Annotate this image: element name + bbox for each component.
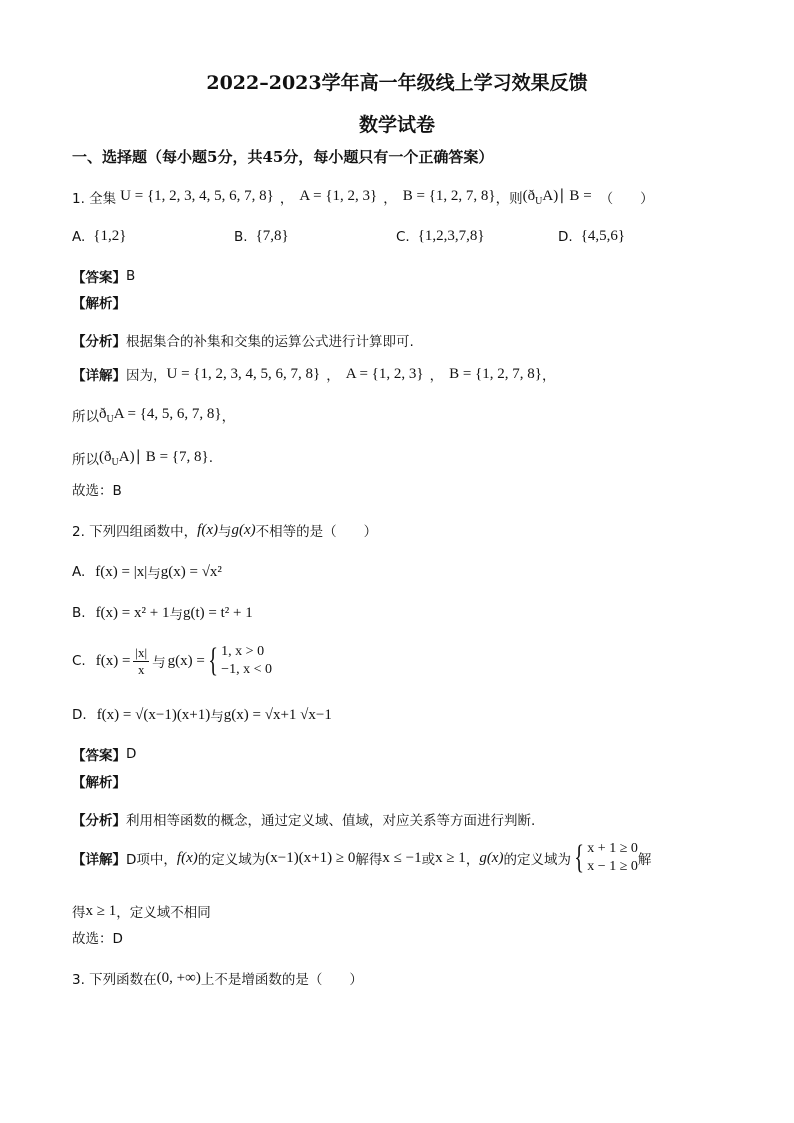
q1-conclusion: 故选：B <box>72 483 122 499</box>
q2-detail-text2: 的定义域为 <box>197 852 266 868</box>
q2-detail-g: g(x) <box>479 849 504 866</box>
q1-opt-b-value: {7,8} <box>255 228 289 244</box>
q1-step2-suoyi: 所以 <box>72 451 99 468</box>
q2-option-c <box>72 643 272 679</box>
q1-detail-u: U = {1, 2, 3, 4, 5, 6, 7, 8} <box>166 365 321 382</box>
q2-answer-value: D <box>126 746 137 762</box>
q1-opt-a-value: {1,2} <box>93 228 127 244</box>
q2-option-a <box>72 562 222 582</box>
q1-jiexi: 【解析】 <box>72 296 126 312</box>
q1-paren: （ ） <box>599 190 654 207</box>
q1-opt-c-label: C. <box>396 228 410 245</box>
q2-opt-a-label: A. <box>72 564 86 580</box>
q2-detail-cases: { x + 1 ≥ 0 x − 1 ≥ 0 <box>574 839 638 876</box>
q2-detail-tag: 【详解】 <box>72 852 126 868</box>
q1-opt-a-label: A. <box>72 228 86 245</box>
q1-step1-suoyi: 所以 <box>72 409 99 425</box>
page-title: 2022–2023学年高一年级线上学习效果反馈 <box>206 72 588 94</box>
q2-opt-c-cases: { 1, x > 0 −1, x < 0 <box>208 642 272 679</box>
q2-stem-text: 2. 下列四组函数中， <box>72 524 198 540</box>
q2-detail-text3: 解得 <box>355 852 383 868</box>
q1-step1: 所以 $ð_UA = \{4$, 5, 6, 7, 8} ， <box>72 405 236 425</box>
q1-analysis-text: 根据集合的补集和交集的运算公式进行计算即可. <box>126 334 414 350</box>
q1-answer-tag: 【答案】 <box>72 270 126 286</box>
q2-opt-b-yu: 与 <box>169 607 183 623</box>
q1-then: ，则 <box>495 190 523 207</box>
q2-opt-d-f: f(x) = √(x−1)(x+1) <box>96 706 211 723</box>
q2-opt-c-fraction <box>133 645 149 678</box>
q1-analysis-tag: 【分析】 <box>72 334 126 350</box>
q1-opt-d-value: {4,5,6} <box>580 228 626 244</box>
page-subtitle: 数学试卷 <box>358 114 435 136</box>
q2-detail-r1: x ≤ −1 <box>382 849 422 866</box>
q1-option-c <box>396 228 485 245</box>
q1-opt-b-label: B. <box>234 228 248 245</box>
q2-opt-a-f: f(x) = |x| <box>95 563 148 580</box>
q2-stem-g: g(x) <box>231 521 256 538</box>
q2-detail-text6c: ，定义域不相同 <box>116 905 211 921</box>
q2-opt-a-yu: 与 <box>147 566 161 582</box>
q1-detail-b: B = {1, 2, 7, 8} <box>449 365 542 382</box>
q2-detail-text5: 解 <box>637 852 652 868</box>
q2-detail <box>72 840 651 876</box>
q1-analysis <box>72 330 414 350</box>
section-heading: 一、选择题（每小题5分，共45分，每小题只有一个正确答案） <box>72 148 494 166</box>
q2-analysis <box>72 809 535 829</box>
q2-detail-line2 <box>72 901 211 921</box>
q2-detail-case2: x − 1 ≥ 0 <box>587 859 638 874</box>
q2-detail-text1: D项中， <box>126 852 177 868</box>
q2-opt-d-label: D. <box>72 707 87 723</box>
q1-option-d <box>558 228 625 245</box>
q2-analysis-tag: 【分析】 <box>72 813 126 829</box>
q2-option-d <box>72 705 332 725</box>
q2-opt-b-label: B. <box>72 605 86 621</box>
q3-stem-tail: 上不是增函数的是（ ） <box>200 972 363 988</box>
q2-answer-tag: 【答案】 <box>72 748 126 764</box>
q2-option-b <box>72 603 253 623</box>
q1-option-b <box>234 228 289 245</box>
q1-set-u: U = {1, 2, 3, 4, 5, 6, 7, 8} <box>120 188 274 204</box>
q1-detail-tag: 【详解】 <box>72 368 126 384</box>
q2-stem-tail: 不相等的是（ ） <box>255 524 378 540</box>
q2-opt-c-case1: 1, x > 0 <box>221 644 265 659</box>
q2-stem-f: f(x) <box>197 521 218 538</box>
q2-detail-text6a: 得 <box>72 905 86 921</box>
q1-step1-expr: $ð_UA = \{4$, 5, 6, 7, 8} <box>99 405 222 425</box>
q2-opt-b-g: g(t) = t² + 1 <box>182 604 253 621</box>
q1-set-a: A = {1, 2, 3} <box>299 188 378 204</box>
q2-opt-c-den: x <box>138 661 145 677</box>
q1-answer <box>72 266 135 286</box>
q2-answer <box>72 744 136 764</box>
q2-detail-domain: (x−1)(x+1) ≥ 0 <box>265 849 356 866</box>
q2-detail-case1: x + 1 ≥ 0 <box>587 841 638 856</box>
q3-stem <box>72 968 363 988</box>
q2-detail-r2: x ≥ 1 <box>435 849 466 866</box>
q2-opt-d-yu: 与 <box>210 709 224 725</box>
q2-detail-or: 或 <box>421 852 436 868</box>
q1-answer-value: B <box>126 268 136 284</box>
q2-opt-c-yu: 与 <box>152 655 166 671</box>
q1-step2-expr: $(ð_UA)∣$ B = {7, 8} <box>99 449 209 468</box>
q2-stem <box>72 520 377 540</box>
q1-opt-d-label: D. <box>558 228 573 245</box>
q1-set-b: B = {1, 2, 7, 8} <box>402 188 496 204</box>
q2-opt-c-f-left: f(x) = <box>95 652 131 669</box>
q1-detail-text: 因为， <box>126 368 167 384</box>
q2-stem-yu: 与 <box>218 524 232 540</box>
q2-conclusion: 故选：D <box>72 931 123 947</box>
q2-opt-c-g-left: g(x) = <box>167 652 205 669</box>
q2-detail-comma: ， <box>465 852 480 868</box>
q2-detail-text4: 的定义域为 <box>503 852 571 868</box>
q1-stem: 1. 全集 U = {1, 2, 3, 4, 5, 6, 7, 8} ， A = {1, 2, 3} ， B = {1, 2, 7, 8} ，则 $(ð_UA)∣$ B = （ ） <box>72 188 654 207</box>
q2-opt-c-num: |x| <box>135 644 148 660</box>
q2-analysis-text: 利用相等函数的概念，通过定义域、值域，对应关系等方面进行判断. <box>126 813 536 829</box>
q2-detail-text6b: x ≥ 1 <box>85 902 117 919</box>
q1-detail-a: A = {1, 2, 3} <box>345 365 424 382</box>
q1-step2: 所以 $(ð_UA)∣$ B = {7, 8} . <box>72 449 213 468</box>
q3-stem-interval: (0, +∞) <box>156 969 201 986</box>
q2-opt-c-label: C. <box>72 653 86 669</box>
q2-opt-a-g: g(x) = √x² <box>160 563 222 580</box>
q1-stem-label: 1. 全集 <box>72 190 117 207</box>
q2-jiexi: 【解析】 <box>72 775 126 791</box>
q1-opt-c-value: {1,2,3,7,8} <box>417 228 485 244</box>
q2-opt-b-f: f(x) = x² + 1 <box>95 604 170 621</box>
q1-option-a <box>72 228 126 245</box>
q1-detail: 【详解】 因为， U = {1, 2, 3, 4, 5, 6, 7, 8} ， A = {1, 2, 3} ， B = {1, 2, 7, 8} ， <box>72 365 556 384</box>
q2-opt-c-case2: −1, x < 0 <box>221 662 272 677</box>
q3-stem-text: 3. 下列函数在 <box>72 972 157 988</box>
q2-opt-d-g: g(x) = √x+1 √x−1 <box>223 706 332 723</box>
q2-detail-f: f(x) <box>176 849 198 866</box>
q1-expr: $(ð_UA)∣$ B = <box>522 188 592 207</box>
